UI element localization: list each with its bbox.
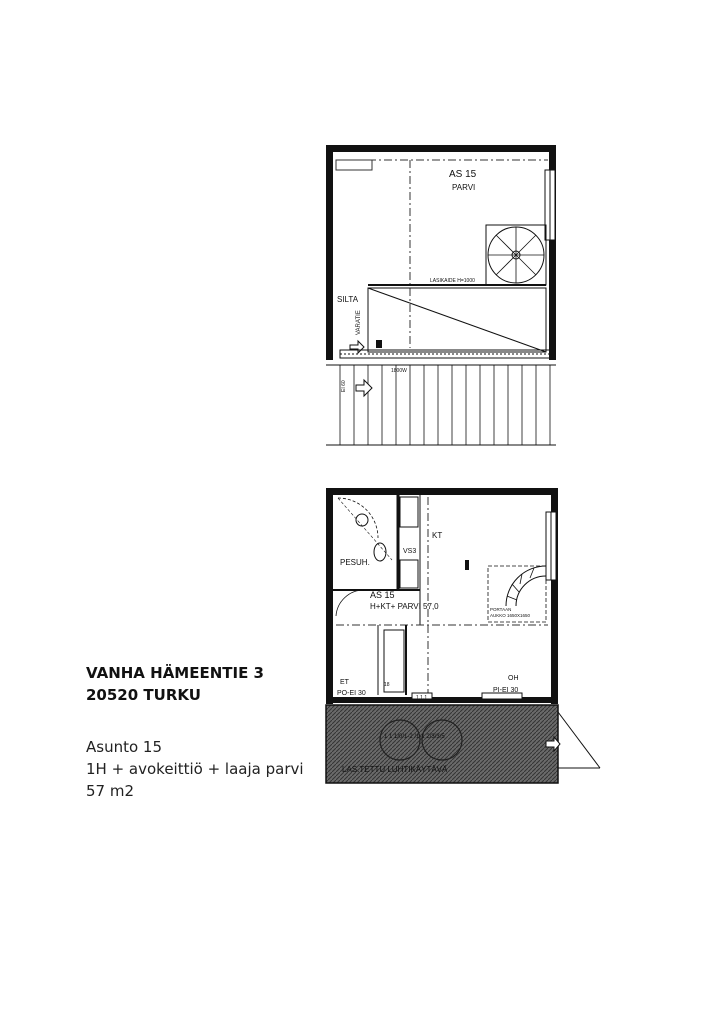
- living-room-label: OH: [508, 675, 519, 682]
- stair-opening-label: PORTAAN: [490, 607, 512, 612]
- railing-label: LASIKAIDE H=1000: [430, 278, 475, 284]
- upper-room-label: PARVI: [452, 183, 476, 192]
- street-address: VANHA HÄMEENTIE 3: [86, 664, 264, 682]
- upper-unit-label: AS 15: [449, 169, 477, 180]
- walkway-top-label: 1 1 1/0/1-2 /1-1 2/3/3/5: [384, 734, 445, 740]
- lower-floor-plan: [326, 488, 600, 783]
- vs-label: VS3: [403, 548, 417, 555]
- hall-door-label: PO-EI 30: [337, 690, 366, 697]
- storage-label: VARATIE: [356, 310, 362, 335]
- living-door-label: PI-EI 30: [493, 687, 519, 694]
- washroom-label: PESUH.: [340, 558, 370, 567]
- lower-unit-description: H+KT+ PARVI 57,0: [370, 602, 439, 611]
- apartment-number: Asunto 15: [86, 738, 163, 756]
- hall-label: ET: [340, 679, 349, 686]
- side-label: EI 60: [341, 380, 347, 392]
- stair-opening-size: AUKKO 1650X1650: [490, 613, 531, 618]
- upper-floor-plan: [326, 145, 556, 445]
- apartment-area: 57 m2: [86, 782, 135, 800]
- postal-city: 20520 TURKU: [86, 686, 201, 704]
- entry-label: 1.1.1: [416, 695, 428, 701]
- apartment-layout: 1H + avokeittiö + laaja parvi: [86, 760, 304, 778]
- width-label: 1800W: [391, 368, 407, 374]
- lower-unit-label: AS 15: [370, 590, 395, 600]
- storage-mark: 18: [384, 682, 390, 688]
- upper-balcony: [326, 365, 556, 445]
- kitchen-label: KT: [432, 531, 443, 540]
- spiral-stair-upper: [486, 225, 546, 285]
- bridge-label: SILTA: [337, 295, 359, 304]
- walkway-label: LAS.TETTU LUHTIKÄYTÄVÄ: [342, 765, 448, 774]
